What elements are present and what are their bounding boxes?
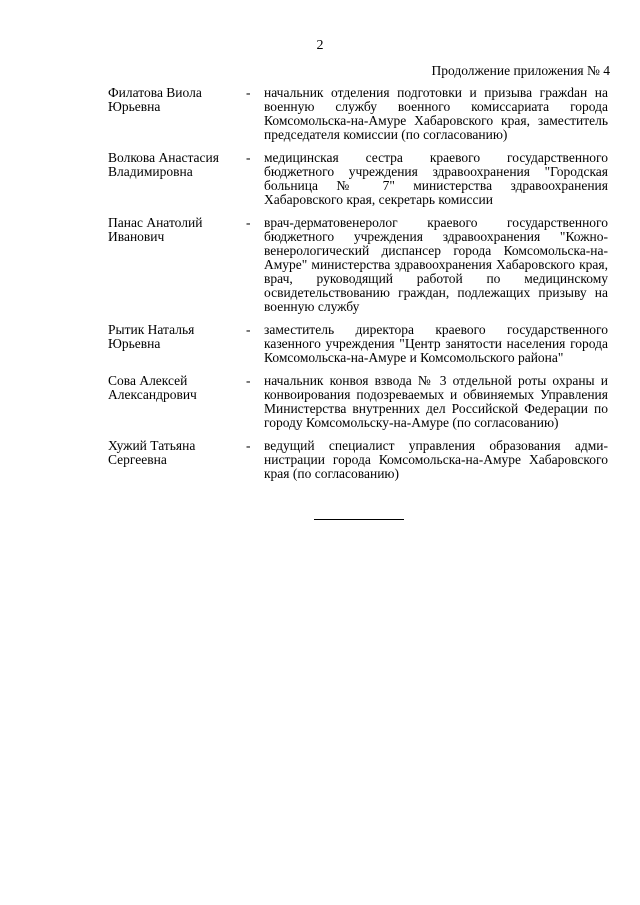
closing-divider-line	[314, 519, 404, 520]
member-entry	[108, 216, 608, 314]
member-surname-name: Филатова Виола	[108, 85, 202, 100]
member-name	[108, 439, 246, 467]
member-patronymic: Иванович	[108, 229, 165, 244]
member-name	[108, 151, 246, 179]
commission-members-list	[108, 86, 608, 490]
member-name	[108, 216, 246, 244]
member-entry	[108, 323, 608, 365]
member-dash: -	[246, 438, 251, 453]
member-entry	[108, 86, 608, 142]
member-role: медицинская сестра краевого государственного бюджетного учреждения здравоохранения "Городская больница № 7" министерства здравоохранения Хабаровского края, секретарь комиссии	[264, 150, 608, 207]
appendix-continuation-label: Продолжение приложения № 4	[431, 63, 610, 78]
member-name	[108, 86, 246, 114]
member-role: начальник конвоя взвода № 3 отдельной роты охраны и конвоирования подозреваемых и обвиняемых Управления Министерства внутренних дел Российской Федерации по городу Комсомольску-на-Амуре (по согласованию)	[264, 373, 608, 430]
member-dash: -	[246, 322, 251, 337]
member-surname-name: Хужий Татьяна	[108, 438, 196, 453]
member-role: заместитель директора краевого государственного казенного учреждения "Центр занятости населения города Комсомольска-на-Амуре и Комсомольского района"	[264, 322, 608, 365]
member-dash: -	[246, 373, 251, 388]
member-patronymic: Сергеевна	[108, 452, 167, 467]
member-dash: -	[246, 150, 251, 165]
member-entry	[108, 151, 608, 207]
member-surname-name: Рытик Наталья	[108, 322, 195, 337]
member-dash: -	[246, 215, 251, 230]
member-name	[108, 323, 246, 351]
member-dash: -	[246, 85, 251, 100]
member-patronymic: Владимировна	[108, 164, 193, 179]
member-patronymic: Юрьевна	[108, 99, 161, 114]
member-role: начальник отделения подготовки и призыва гражdан на военную службу военного комиссариата города Комсомольска-на-Амуре Хабаровского края, заместитель председателя комиссии (по согласованию)	[264, 85, 608, 142]
member-surname-name: Панас Анатолий	[108, 215, 203, 230]
member-surname-name: Сова Алексей	[108, 373, 188, 388]
member-patronymic: Александрович	[108, 387, 197, 402]
page-number: 2	[316, 38, 324, 53]
member-surname-name: Волкова Анастасия	[108, 150, 219, 165]
member-patronymic: Юрьевна	[108, 336, 161, 351]
member-entry	[108, 439, 608, 481]
member-role: ведущий специалист управления образования администрации города Комсомольска-на-Амуре Хабаровского края (по согласованию)	[264, 438, 608, 481]
member-role: врач-дерматовенеролог краевого государственного бюджетного учреждения здравоохранения "Кожновенерологический диспансер города Комсомольска-на-Амуре" министерства здравоохранения Хабаровского края, врач, руководящий работой по медицинскому освидетельствованию граждан, подлежащих призыву на военную службу	[264, 215, 608, 314]
member-entry	[108, 374, 608, 430]
member-name	[108, 374, 246, 402]
